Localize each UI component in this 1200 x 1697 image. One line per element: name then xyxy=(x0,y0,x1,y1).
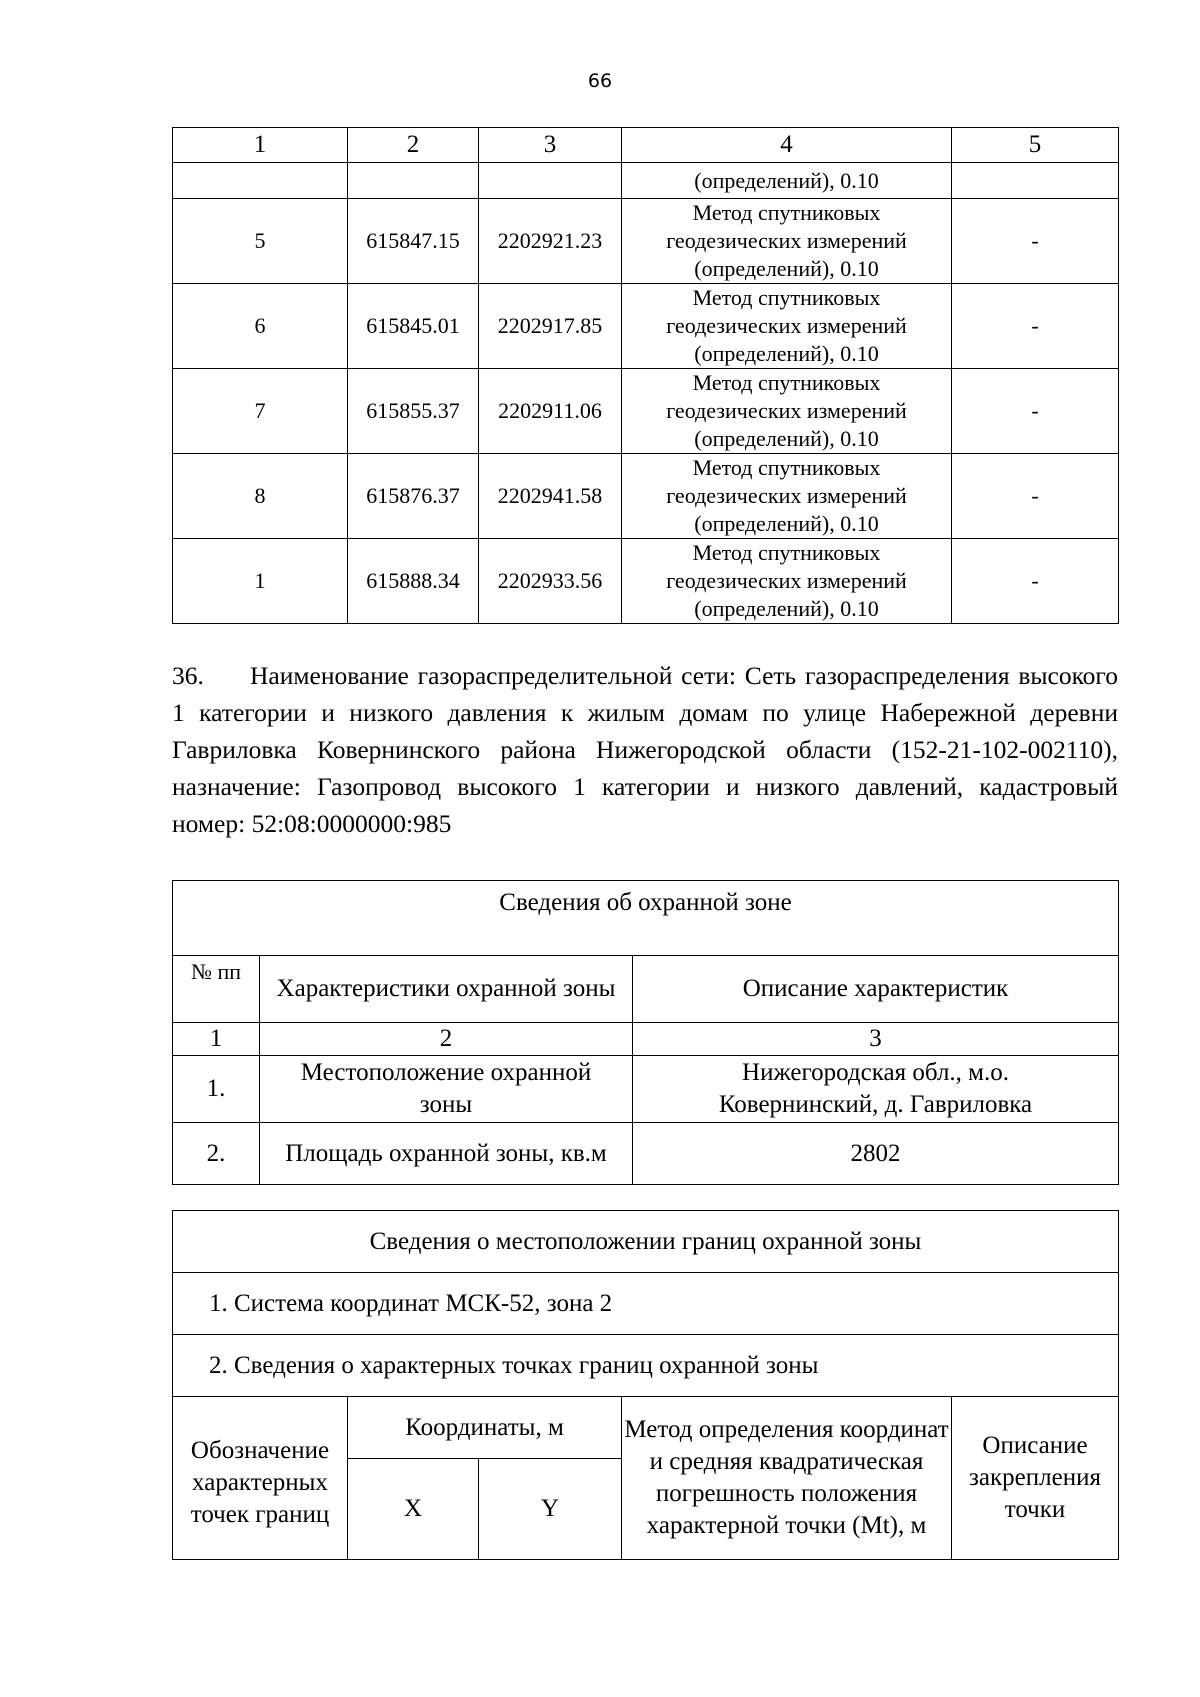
x-cell: 615876.37 xyxy=(348,454,479,539)
table-row xyxy=(173,163,1119,199)
point-cell: 1 xyxy=(173,539,348,624)
header-cell: X xyxy=(348,1459,479,1560)
y-cell xyxy=(479,163,622,199)
points-info-cell: 2. Сведения о характерных точках границ охранной зоны xyxy=(173,1335,1119,1397)
header-cell: 3 xyxy=(479,128,622,163)
header-cell: 5 xyxy=(952,128,1119,163)
header-cell: 1 xyxy=(173,128,348,163)
row-number: 2. xyxy=(173,1123,260,1185)
header-cell: 2 xyxy=(348,128,479,163)
y-cell: 2202911.06 xyxy=(479,369,622,454)
x-cell: 615845.01 xyxy=(348,284,479,369)
table-row xyxy=(173,1335,1119,1397)
index-cell: 3 xyxy=(633,1023,1119,1056)
header-cell: № пп xyxy=(173,956,260,1023)
y-cell: 2202941.58 xyxy=(479,454,622,539)
desc-cell: - xyxy=(952,199,1119,284)
page-number: 66 xyxy=(587,70,613,92)
index-cell: 1 xyxy=(173,1023,260,1056)
table-row xyxy=(173,369,1119,454)
characteristic-cell: Площадь охранной зоны, кв.м xyxy=(260,1123,633,1185)
section-number: 36. xyxy=(172,661,204,690)
table-header-row xyxy=(173,1397,1119,1459)
y-cell: 2202933.56 xyxy=(479,539,622,624)
method-cell: Метод спутниковых геодезических измерений (определений), 0.10 xyxy=(622,369,952,454)
x-cell: 615888.34 xyxy=(348,539,479,624)
header-cell: 4 xyxy=(622,128,952,163)
section-paragraph xyxy=(172,657,1118,842)
section-text: Наименование газораспределительной сети: Сеть газораспределения высокого 1 категории и низкого давления к жилым домам по улице Набережной деревни Гавриловка Ковернинского района Нижегородской области (152-21-102-002110), назначение: Газопровод высокого 1 категории и низкого давлений, кадастровый номер: 52:08:0000000:985 xyxy=(172,661,1118,838)
desc-cell: - xyxy=(952,539,1119,624)
table-title: Сведения об охранной зоне xyxy=(173,881,1119,956)
header-cell: Метод определения координат и средняя квадратическая погрешность положения характерной точки (Mt), м xyxy=(622,1397,952,1560)
header-cell: Характеристики охранной зоны xyxy=(260,956,633,1023)
point-cell xyxy=(173,163,348,199)
header-cell: Y xyxy=(479,1459,622,1560)
method-cell: Метод спутниковых геодезических измерений (определений), 0.10 xyxy=(622,284,952,369)
table-row xyxy=(173,1273,1119,1335)
point-cell: 7 xyxy=(173,369,348,454)
x-cell xyxy=(348,163,479,199)
index-cell: 2 xyxy=(260,1023,633,1056)
y-cell: 2202917.85 xyxy=(479,284,622,369)
table-row xyxy=(173,1123,1119,1185)
method-cell: Метод спутниковых геодезических измерений (определений), 0.10 xyxy=(622,199,952,284)
header-cell: Обозначение характерных точек границ xyxy=(173,1397,348,1560)
point-cell: 5 xyxy=(173,199,348,284)
header-cell: Описание характеристик xyxy=(633,956,1119,1023)
description-cell: 2802 xyxy=(633,1123,1119,1185)
y-cell: 2202921.23 xyxy=(479,199,622,284)
table-row xyxy=(173,539,1119,624)
desc-cell: - xyxy=(952,284,1119,369)
table-row xyxy=(173,1056,1119,1123)
table-title: Сведения о местоположении границ охранной зоны xyxy=(173,1211,1119,1273)
table-index-row xyxy=(173,1023,1119,1056)
table-header-row xyxy=(173,956,1119,1023)
desc-cell xyxy=(952,163,1119,199)
table-header-row xyxy=(173,128,1119,163)
header-cell: Описание закрепления точки xyxy=(952,1397,1119,1560)
row-number: 1. xyxy=(173,1056,260,1123)
desc-cell: - xyxy=(952,369,1119,454)
description-cell: Нижегородская обл., м.о. Ковернинский, д. Гавриловка xyxy=(633,1056,1119,1123)
method-cell: Метод спутниковых геодезических измерений (определений), 0.10 xyxy=(622,539,952,624)
table-title-row xyxy=(173,881,1119,956)
header-cell: Координаты, м xyxy=(348,1397,622,1459)
table-title-row xyxy=(173,1211,1119,1273)
table-row xyxy=(173,199,1119,284)
table-row xyxy=(173,454,1119,539)
method-cell: (определений), 0.10 xyxy=(622,163,952,199)
coordinates-table xyxy=(172,127,1119,624)
x-cell: 615855.37 xyxy=(348,369,479,454)
x-cell: 615847.15 xyxy=(348,199,479,284)
method-cell: Метод спутниковых геодезических измерений (определений), 0.10 xyxy=(622,454,952,539)
table-row xyxy=(173,284,1119,369)
desc-cell: - xyxy=(952,454,1119,539)
coordinate-system-cell: 1. Система координат МСК-52, зона 2 xyxy=(173,1273,1119,1335)
characteristic-cell: Местоположение охранной зоны xyxy=(260,1056,633,1123)
point-cell: 8 xyxy=(173,454,348,539)
boundary-location-table xyxy=(172,1210,1119,1560)
protection-zone-table xyxy=(172,880,1119,1185)
point-cell: 6 xyxy=(173,284,348,369)
